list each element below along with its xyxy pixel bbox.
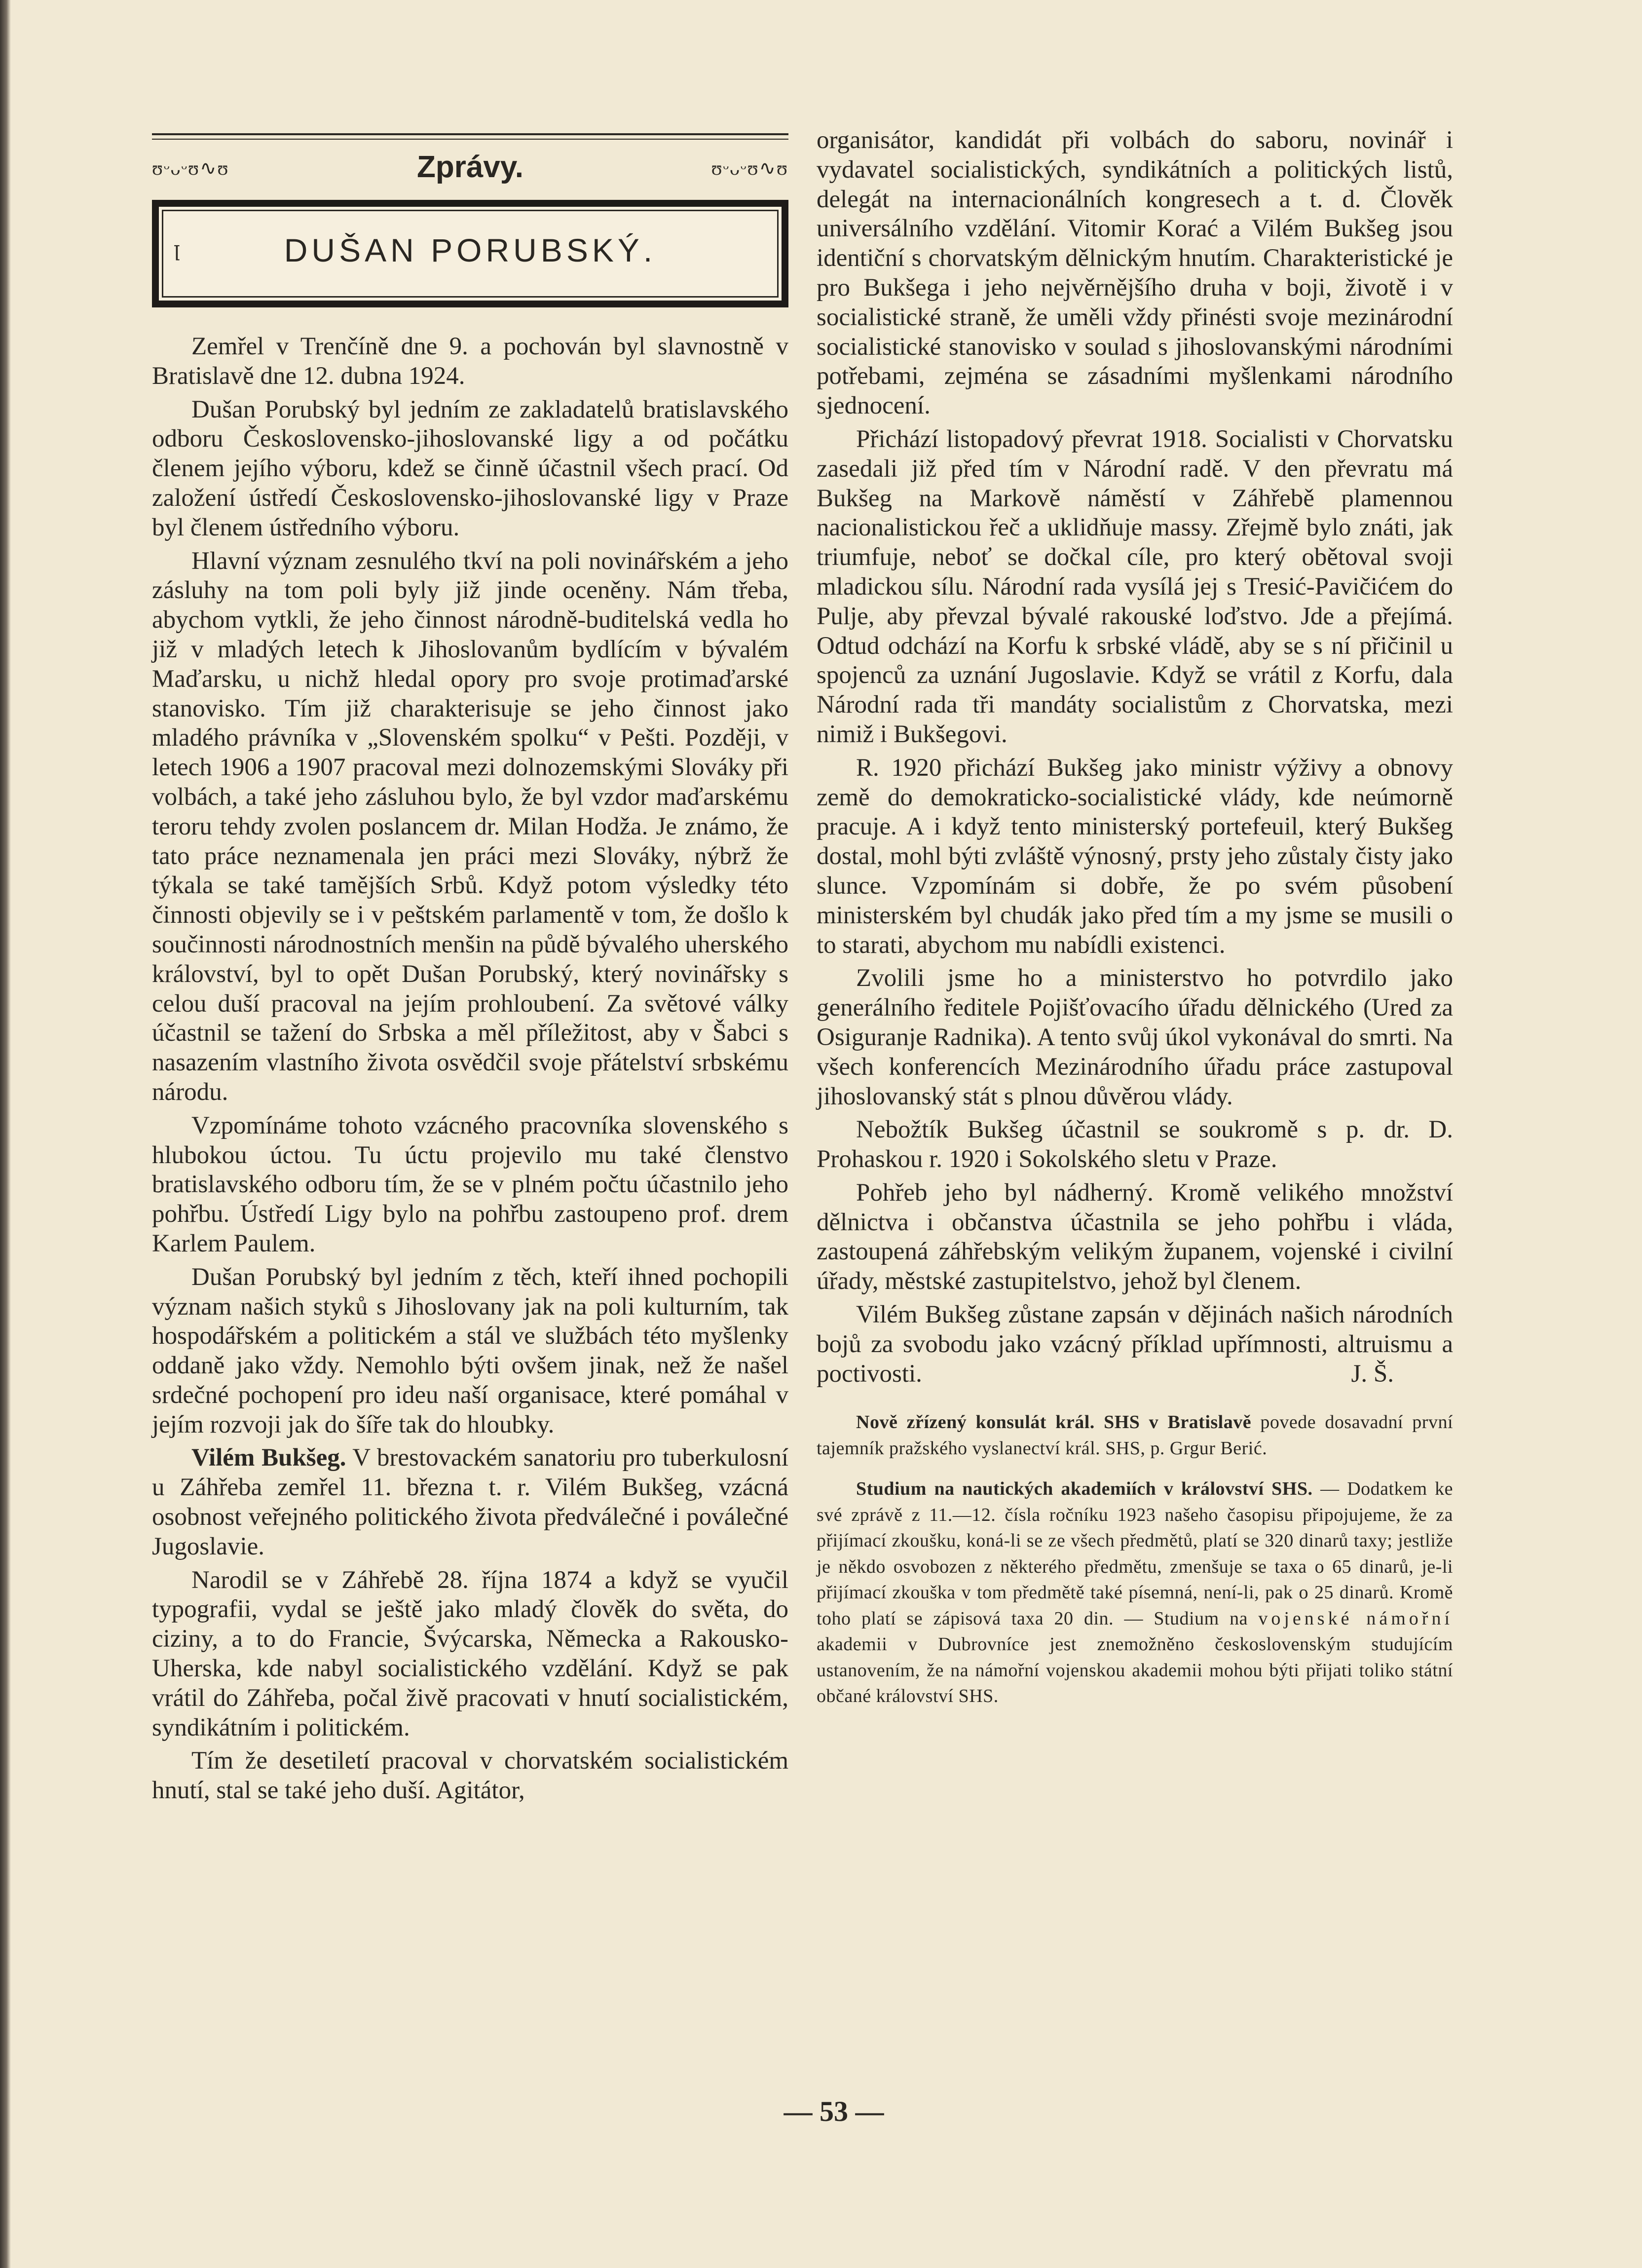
closing-text: Vilém Bukšeg zůstane zapsán v dějinách našich národních bojů za svobodu jako vzácný příklad upřímnosti, altruismu a poctivosti. (817, 1301, 1453, 1388)
paragraph: Narodil se v Záhřebě 28. října 1874 a když se vyučil typografii, vydal se ještě jako mladý člověk do světa, do ciziny, a to do Francie, Švýcarska, Německa a Rakousko-Uherska, kde nabyl socialistického vzdělání. Když se pak vrátil do Záhřeba, počal živě pracovati v hnutí socialistickém, syndikátním i politickém. (152, 1566, 788, 1741)
paragraph-lead: Vilém Bukšeg. (191, 1444, 346, 1472)
obituary-name: DUŠAN PORUBSKÝ. (284, 232, 657, 268)
paragraph: Přichází listopadový převrat 1918. Socialisti v Chorvatsku zasedali již před tím v Národní radě. V den převratu má Bukšeg na Markově náměstí v Záhřebě plamennou nacionalistickou řeč a uklidňuje massy. Zřejmě bylo znáti, jak triumfuje, neboť se dočkal cíle, pro který obětoval svoji mladickou sílu. Národní rada vysílá jej s Tresić-Pavičićem do Pulje, aby převzal bývalé rakouské loďstvo. Jde a přejímá. Odtud odchází na Korfu k srbské vládě, aby se s ní přičinil u spojenců za uznání Jugoslavie. Když se vrátil z Korfu, dala Národní rada tři mandáty socialistům z Chorvatska, mezi nimiž i Bukšegovi. (817, 425, 1453, 748)
paragraph: Dušan Porubský byl jedním z těch, kteří ihned pochopili význam našich styků s Jihoslovany jak na poli kulturním, tak hospodářském a politickém a stál ve službách této myšlenky oddaně jako vždy. Nemohlo býti ovšem jinak, než že našel srdečné pochopení pro ideu naší organisace, které pomáhal v jejím rozvoji jak do šíře tak do hloubky. (152, 1263, 788, 1438)
note-consulate (817, 1409, 1453, 1461)
note-text: akademii v Dubrovníce jest znemožněno československým studujícím ustanovením, že na námořní vojenskou akademii mohou býti přijati toliko státní občané království SHS. (817, 1634, 1453, 1707)
note-lead: Studium na nautických akademiích v království SHS. (856, 1478, 1313, 1500)
author-initials: J. Š. (1351, 1360, 1394, 1388)
obituary-name-box (152, 200, 788, 307)
paragraph: Dušan Porubský byl jedním ze zakladatelů bratislavského odboru Československo-jihoslovanské ligy a od počátku členem jejího výboru, kdež se činně účastnil všech prací. Od založení ústředí Československo-jihoslovanské ligy v Praze byl členem ústředního výboru. (152, 395, 788, 541)
header-rule-thin (152, 139, 788, 140)
paragraph (152, 1443, 788, 1561)
ornament-right: ʊᵕᴗᵕʊ∿ʊ (711, 157, 788, 179)
paragraph: organisátor, kandidát při volbách do saboru, novinář i vydavatel socialistických, syndikátních a politických listů, delegát na internacionálních kongresech a t. d. Člověk universálního vzdělání. Vitomir Korać a Vilém Bukšeg jsou identiční s chorvatským dělnickým hnutím. Charakteristické je pro Bukšega i jeho nejvěrnějšího druha v boji, životě i v socialistické straně, že uměli vždy přinésti svoje mezinárodní socialistické stanovisko v soulad s jihoslovanskými národními potřebami, zejména se zásadními myšlenkami národního sjednocení. (817, 126, 1453, 420)
paragraph: Tím že desetiletí pracoval v chorvatském socialistickém hnutí, stal se také jeho duší. Agitátor, (152, 1747, 788, 1805)
note-text: — Dodatkem ke své zprávě z 11.—12. čísla ročníku 1923 našeho časopisu připojujeme, že za přijímací zkoušku, koná-li se ze všech předmětů, platí se 320 dinarů taxy; jestliže je někdo osvobozen z některého předmětu, zmenšuje se taxa o 65 dinarů, je-li přijímací zkouška v tom předmětě také písemná, není-li, pak o 25 dinarů. Kromě toho platí se zápisová taxa 20 din. — Studium na (817, 1478, 1454, 1629)
paragraph: Hlavní význam zesnulého tkví na poli novinářském a jeho zásluhy na tom poli byly již jinde oceněny. Nám třeba, abychom vytkli, že jeho činnost národně-buditelská vedla ho již v mladých letech k Jihoslovanům bydlícím v bývalém Maďarsku, u nichž hledal opory pro svoje protimaďarské stanovisko. Tím již charakterisuje se jeho činnost jako mladého právníka v „Slovenském spolku“ v Pešti. Později, v letech 1906 a 1907 pracoval mezi dolnozemskými Slováky při volbách, a také jeho zásluhou bylo, že byl vzdor maďarskému teroru tehdy zvolen poslancem dr. Milan Hodža. Je známo, že tato práce neznamenala jen práci mezi Slováky, nýbrž že týkala se také tamějších Srbů. Když potom výsledky této činnosti objevily se i v peštském parlamentě v tom, že došlo k součinnosti národnostních menšin na půdě bývalého uherského království, byl to opět Dušan Porubský, který novinářsky s celou duší pracoval na jejím prohloubení. Za světové války účastnil se tažení do Srbska a měl příležitost, aby v Šabci s nasazením vlastního života osvědčil svoje přátelství srbskému národu. (152, 547, 788, 1106)
note-lead: Nově zřízený konsulát král. SHS v Bratislavě (856, 1412, 1252, 1433)
page-edge (0, 0, 11, 2268)
paragraph: Zemřel v Trenčíně dne 9. a pochován byl slavnostně v Bratislavě dne 12. dubna 1924. (152, 333, 788, 390)
page-number: — 53 — (784, 2095, 884, 2127)
note-nautical (817, 1476, 1453, 1709)
section-title: Zprávy. (417, 150, 523, 184)
left-column (152, 126, 788, 1806)
paragraph: Vzpomínáme tohoto vzácného pracovníka slovenského s hlubokou úctou. Tu úctu projevilo mu také členstvo bratislavského odboru tím, že se v plném počtu účastnilo jeho pohřbu. Ústředí Ligy bylo na pohřbu zastoupeno prof. drem Karlem Paulem. (152, 1111, 788, 1257)
box-mark: ꞁ (174, 238, 180, 260)
note-spaced-text: vojenské námořní (1258, 1608, 1454, 1629)
paragraph-text: V brestovackém sanatoriu pro tuberkulosní u Záhřeba zemřel 11. března t. r. Vilém Bukšeg, vzácná osobnost veřejného politického života předválečné i poválečné Jugoslavie. (152, 1444, 788, 1560)
note-text: povede dosavadní první tajemník pražského vyslanectví král. SHS, p. Grgur Berić. (817, 1412, 1454, 1459)
paragraph: R. 1920 přichází Bukšeg jako ministr výživy a obnovy země do demokraticko-socialistické vlády, kde neúmorně pracuje. A i když tento ministerský portefeuil, který Bukšeg dostal, mohl býti zvláště výnosný, prsty jeho zůstaly čisty jako slunce. Vzpomínám si dobře, že po svém působení ministerském byl chudák jako před tím a my jsme se musili o to starati, abychom mu nabídli existenci. (817, 754, 1453, 959)
right-column (817, 126, 1453, 1709)
closing-paragraph (817, 1300, 1453, 1389)
header-rule (152, 133, 788, 135)
paragraph: Zvolili jsme ho a ministerstvo ho potvrdilo jako generálního ředitele Pojišťovacího úřadu dělnického (Ured za Osiguranje Radnika). A tento svůj úkol vykonával do smrti. Na všech konferencích Mezinárodního úřadu práce zastupoval jihoslovanský stát s plnou důvěrou vlády. (817, 964, 1453, 1110)
ornament-left: ʊᵕᴗᵕʊ∿ʊ (152, 157, 229, 179)
paragraph: Pohřeb jeho byl nádherný. Kromě velikého množství dělnictva i občanstva účastnila se jeho pohřbu i vláda, zastoupená záhřebským velikým županem, vojenské i civilní úřady, městské zastupitelstvo, jehož byl členem. (817, 1178, 1453, 1295)
section-header (152, 126, 788, 184)
short-notes (817, 1409, 1453, 1709)
paragraph: Nebožtík Bukšeg účastnil se soukromě s p. dr. D. Prohaskou r. 1920 i Sokolského sletu v Praze. (817, 1116, 1453, 1173)
